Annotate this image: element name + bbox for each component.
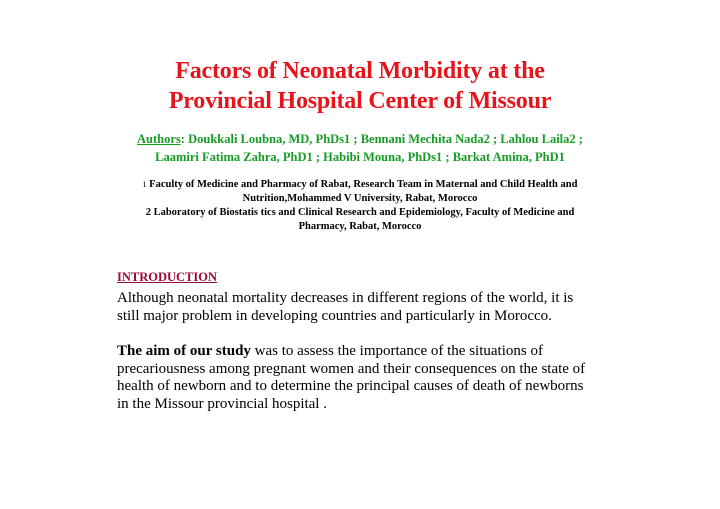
- affiliation-1-marker: 1: [142, 180, 147, 189]
- authors-label: Authors: [137, 132, 181, 146]
- title-line-1: Factors of Neonatal Morbidity at the: [175, 58, 545, 84]
- authors-line-1: [60, 130, 660, 148]
- affiliation-1-line-1: [95, 178, 625, 192]
- affiliation-2-line-2: Pharmacy, Rabat, Morocco: [298, 221, 422, 232]
- title-line-2: Provincial Hospital Center of Missour: [168, 88, 552, 114]
- introduction-paragraph-2: [117, 343, 597, 413]
- authors-line-2: Laamiri Fatima Zahra, PhD1 ; Habibi Mouna, PhDs1 ; Barkat Amina, PhD1: [155, 150, 565, 164]
- affiliation-1-text: Faculty of Medicine and Pharmacy of Rabat, Research Team in Maternal and Child Health and: [146, 179, 578, 190]
- aim-text: was to assess the importance of the situations of precariousness among pregnant women and their consequences on the state of health of newborn and to determine the principal causes of death of newborns in the Missour provincial hospital .: [117, 343, 586, 412]
- introduction-paragraph-1: Although neonatal mortality decreases in different regions of the world, it is still major problem in developing countries and particularly in Morocco.: [117, 290, 574, 324]
- document-title: [0, 56, 720, 116]
- affiliation-1-line-2: Nutrition,Mohammed V University, Rabat, Morocco: [242, 193, 478, 204]
- authors-block: [60, 130, 660, 166]
- aim-lead: The aim of our study: [117, 343, 251, 359]
- introduction-heading: INTRODUCTION: [117, 270, 218, 284]
- affiliations-block: [95, 178, 625, 234]
- affiliation-2-line-1: 2 Laboratory of Biostatis tics and Clinical Research and Epidemiology, Faculty of Medicine and: [145, 207, 575, 218]
- authors-list-1: : Doukkali Loubna, MD, PhDs1 ; Bennani Mechita Nada2 ; Lahlou Laila2 ;: [180, 132, 583, 146]
